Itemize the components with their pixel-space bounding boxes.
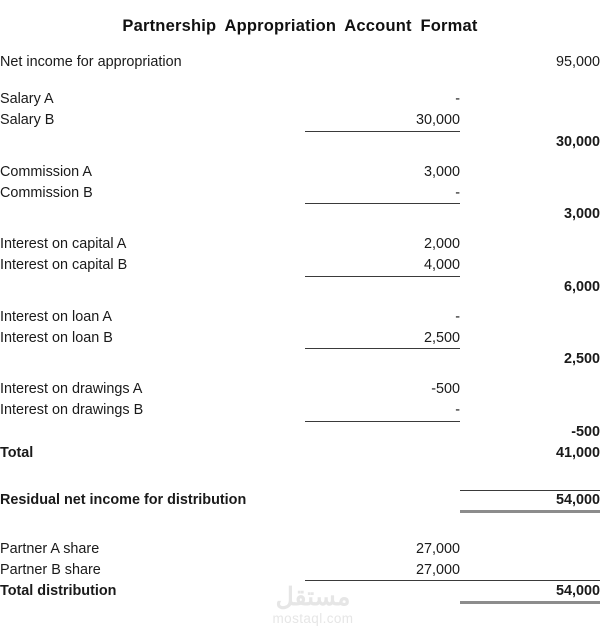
total-distribution-row [0,581,600,603]
row-detail-residual [305,490,460,511]
row-label-interest-capital-a: Interest on capital A [0,236,127,253]
row-label-total-distribution: Total distribution [0,583,117,600]
row-label-commission-a: Commission A [0,163,92,180]
total-row [0,443,600,464]
row-total-salary-b [460,110,600,131]
row-label-partner-a-share: Partner A share [0,540,100,557]
subtotal-detail-interest-capital [305,276,460,298]
spacer-row [0,370,600,379]
subtotal-total-interest-loan: 2,500 [563,351,600,368]
row-label-commission-b: Commission B [0,184,93,201]
watermark-latin-text: mostaql.com [272,611,354,626]
row-detail-interest-loan-a: - [455,308,460,325]
row-detail-interest-drawings-a: -500 [431,381,460,398]
subtotal-total-interest-capital: 6,000 [563,278,600,295]
row-detail-interest-capital-b: 4,000 [305,255,460,276]
spacer-row [0,464,600,491]
row-detail-interest-drawings-b: - [305,400,460,421]
row-total-interest-capital-b [460,255,600,276]
watermark-arabic-text: مستقل [275,583,351,611]
row-total-commission-b [460,183,600,204]
row-label-residual: Residual net income for distribution [0,492,247,509]
spacer-row [0,511,600,539]
row-label-salary-a: Salary A [0,91,54,108]
row-detail-commission-b: - [305,183,460,204]
row-detail-total-distribution [305,581,460,603]
subtotal-detail-salary [305,131,460,153]
table-row [0,234,600,255]
subtotal-detail-interest-loan [305,349,460,371]
row-detail-commission-a: 3,000 [423,163,460,180]
row-label-interest-capital-b: Interest on capital B [0,257,128,274]
row-total-residual: 54,000 [460,490,600,511]
subtotal-total-interest-drawings: -500 [571,423,600,440]
subtotal-row [0,349,600,371]
row-label-interest-loan-b: Interest on loan B [0,329,113,346]
row-label-salary-b: Salary B [0,112,55,129]
subtotal-row [0,276,600,298]
row-total-partner-b-share [460,560,600,581]
table-row [0,255,600,276]
row-detail-salary-b: 30,000 [305,110,460,131]
table-row [0,89,600,110]
row-detail-salary-a: - [455,91,460,108]
row-total-interest-capital-a [460,234,600,255]
subtotal-row [0,421,600,443]
table-row [0,110,600,131]
subtotal-label-commission [0,204,305,226]
table-row [0,560,600,581]
appropriation-table [0,52,600,604]
subtotal-row [0,204,600,226]
subtotal-row [0,131,600,153]
subtotal-label-interest-capital [0,276,305,298]
row-total-interest-loan-a [460,307,600,328]
row-detail-partner-a-share: 27,000 [415,540,460,557]
row-total-interest-drawings-a [460,379,600,400]
table-row [0,539,600,560]
page-title: Partnership Appropriation Account Format [122,17,478,35]
spacer-row [0,298,600,307]
row-detail-net-income [305,52,460,73]
table-row [0,52,600,73]
row-total-total-distribution: 54,000 [460,581,600,603]
row-detail-partner-b-share: 27,000 [305,560,460,581]
subtotal-label-salary [0,131,305,153]
row-total-total: 41,000 [555,444,600,461]
row-total-commission-a [460,162,600,183]
spacer-row [0,225,600,234]
row-label-interest-loan-a: Interest on loan A [0,308,113,325]
row-label-net-income: Net income for appropriation [0,54,182,71]
residual-row [0,490,600,511]
row-label-total: Total [0,444,34,461]
spacer-row [0,73,600,89]
subtotal-total-commission: 3,000 [563,206,600,223]
table-row [0,379,600,400]
row-total-salary-a [460,89,600,110]
table-row [0,400,600,421]
spacer-row [0,153,600,162]
table-row [0,307,600,328]
row-label-interest-drawings-a: Interest on drawings A [0,381,143,398]
table-row [0,328,600,349]
row-detail-interest-loan-b: 2,500 [305,328,460,349]
subtotal-detail-commission [305,204,460,226]
row-detail-total [305,443,460,464]
row-total-interest-loan-b [460,328,600,349]
subtotal-label-interest-drawings [0,421,305,443]
row-label-interest-drawings-b: Interest on drawings B [0,402,144,419]
subtotal-detail-interest-drawings [305,421,460,443]
table-row [0,183,600,204]
row-label-partner-b-share: Partner B share [0,561,101,578]
subtotal-total-salary: 30,000 [555,133,600,150]
row-total-net-income: 95,000 [555,54,600,71]
row-total-interest-drawings-b [460,400,600,421]
row-detail-interest-capital-a: 2,000 [423,236,460,253]
row-total-partner-a-share [460,539,600,560]
table-row [0,162,600,183]
subtotal-label-interest-loan [0,349,305,371]
